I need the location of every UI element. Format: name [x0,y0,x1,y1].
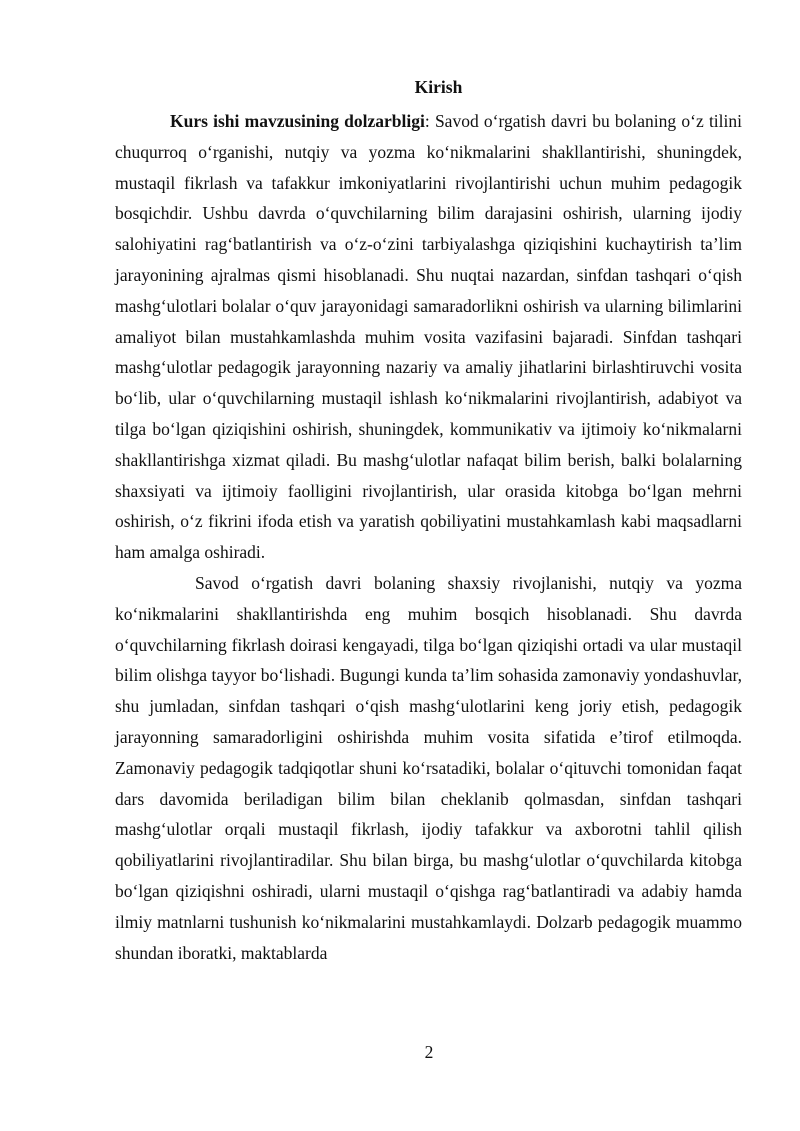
page-number: 2 [424,1042,434,1062]
paragraph-literacy-period: Savod o‘rgatish davri bolaning shaxsiy rivojlanishi, nutqiy va yozma ko‘nikmalarini shakllantirishda eng muhim bosqich hisoblanadi. Shu davrda o‘quvchilarning fikrlash doirasi kengayadi, tilga bo‘lgan qiziqishi ortadi va ular mustaqil bilim olishga tayyor bo‘lishadi. Bugungi kunda ta’lim sohasida zamonaviy yondashuvlar, shu jumladan, sinfdan tashqari o‘qish mashg‘ulotlarini keng joriy etish, pedagogik jarayonning samaradorligini oshirishda muhim vosita sifatida e’tirof etilmoqda. Zamonaviy pedagogik tadqiqotlar shuni ko‘rsatadiki, bolalar o‘qituvchi tomonidan faqat dars davomida beriladigan bilim bilan cheklanib qolmasdan, sinfdan tashqari mashg‘ulotlar orqali mustaqil fikrlash, ijodiy tafakkur va axborotni tahlil qilish qobiliyatlarini rivojlantiradilar. Shu bilan birga, bu mashg‘ulotlar o‘quvchilarda kitobga bo‘lgan qiziqishni oshiradi, ularni mustaqil o‘qishga rag‘batlantiradi va adabiy hamda ilmiy matnlarni tushunish ko‘nikmalarini mustahkamlaydi. Dolzarb pedagogik muammo shundan iboratki, maktablarda [115,572,742,963]
paragraph-relevance [115,106,742,568]
section-heading: Kirish [414,77,463,97]
paragraph-lead: Kurs ishi mavzusining dolzarbligi [170,111,425,131]
page-content [115,72,742,968]
paragraph-text: : Savod o‘rgatish davri bu bolaning o‘z tilini chuqurroq o‘rganishi, nutqiy va yozma ko‘nikmalarini shakllantirishi, shuningdek, mustaqil fikrlash va tafakkur imkoniyatlarini rivojlantirishi uchun muhim pedagogik bosqichdir. Ushbu davrda o‘quvchilarning bilim darajasini oshirish, ularning ijodiy salohiyatini rag‘batlantirish va o‘z-o‘zini tarbiyalashga qiziqishini kuchaytirish ta’lim jarayonining ajralmas qismi hisoblanadi. Shu nuqtai nazardan, sinfdan tashqari o‘qish mashg‘ulotlari bolalar o‘quv jarayonidagi samaradorlikni oshirish va ularning bilimlarini amaliyot bilan mustahkamlashda muhim vosita vazifasini bajaradi. Sinfdan tashqari mashg‘ulotlar pedagogik jarayonning nazariy va amaliy jihatlarini birlashtiruvchi vosita bo‘lib, ular o‘quvchilarning mustaqil ishlash ko‘nikmalarini rivojlantirish, adabiyot va tilga bo‘lgan qiziqishini oshirish, shuningdek, kommunikativ va ijtimoiy ko‘nikmalarni shakllantirishga xizmat qiladi. Bu mashg‘ulotlar nafaqat bilim berish, balki bolalarning shaxsiyati va ijtimoiy faolligini rivojlantirish, ular orasida kitobga bo‘lgan mehrni oshirish, o‘z fikrini ifoda etish va yaratish qobiliyatini mustahkamlash kabi maqsadlarni ham amalga oshiradi. [115,111,743,563]
